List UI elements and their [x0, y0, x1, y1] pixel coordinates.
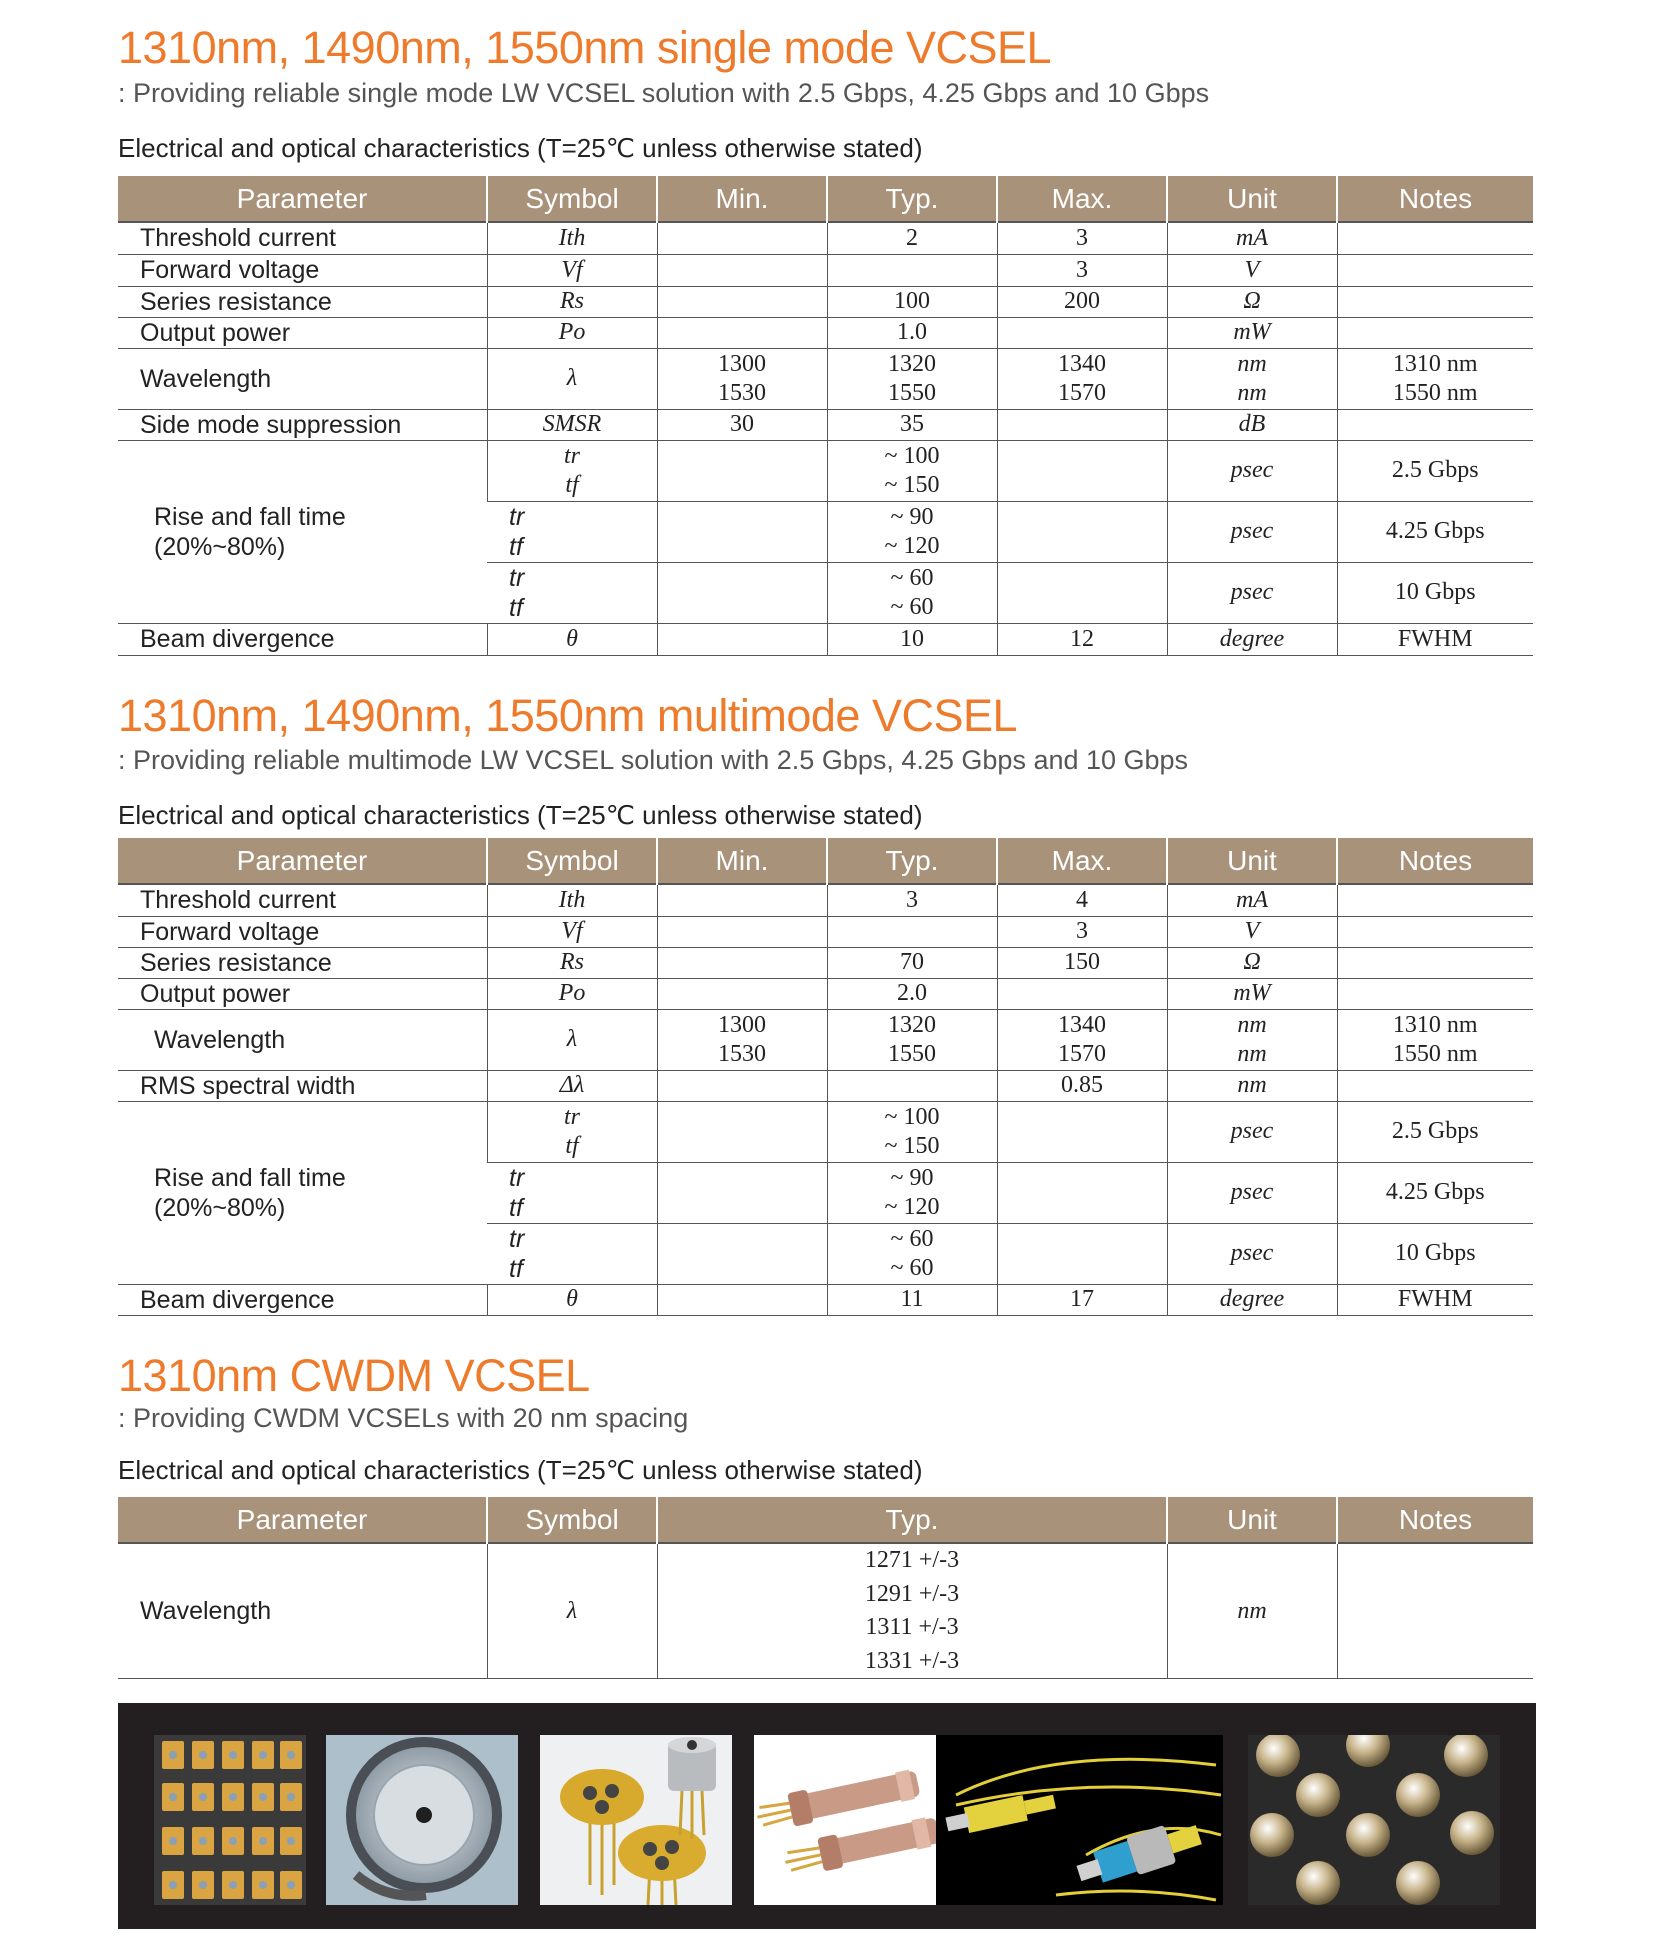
header-parameter: Parameter	[118, 838, 487, 884]
cell-typ	[827, 1223, 997, 1284]
cell-param: Wavelength	[118, 1009, 487, 1070]
cell-notes: FWHM	[1337, 623, 1533, 655]
table-header-row	[118, 1497, 1533, 1543]
cell-param: Wavelength	[118, 1543, 487, 1679]
cell-symbol	[487, 1101, 657, 1162]
value-a: 1320	[888, 1011, 936, 1038]
cell-unit: nm	[1167, 1543, 1337, 1679]
cell-min	[657, 884, 827, 916]
fiber-connectors-photo	[936, 1735, 1223, 1905]
symbol-fall: tf	[509, 1254, 523, 1283]
cell-min	[657, 440, 827, 501]
cell-notes	[1337, 947, 1533, 978]
value-a: nm	[1237, 1011, 1267, 1038]
cell-symbol: Po	[487, 978, 657, 1009]
header-max: Max.	[997, 838, 1167, 884]
cell-min	[657, 1101, 827, 1162]
value-fall: ~ 150	[884, 471, 940, 498]
param-line-1: Rise and fall time	[154, 502, 346, 531]
param-line-1: Rise and fall time	[154, 1163, 346, 1192]
table-header-row	[118, 838, 1533, 884]
cell-param: RMS spectral width	[118, 1070, 487, 1101]
cell-param: Forward voltage	[118, 916, 487, 947]
value-fall: ~ 120	[884, 532, 940, 559]
cell-notes	[1337, 254, 1533, 286]
cell-unit: degree	[1167, 1284, 1337, 1315]
cell-param: Output power	[118, 317, 487, 348]
symbol-fall: tf	[565, 471, 579, 498]
wavelength-value: 1331 +/-3	[864, 1647, 960, 1674]
cell-max: 4	[997, 884, 1167, 916]
table-row	[118, 286, 1533, 317]
header-typ: Typ.	[827, 838, 997, 884]
cell-symbol	[487, 1223, 657, 1284]
cell-notes	[1337, 1543, 1533, 1679]
value-b: 1550	[888, 379, 936, 406]
cell-unit: degree	[1167, 623, 1337, 655]
table-row	[118, 978, 1533, 1009]
cell-max	[997, 1162, 1167, 1223]
value-rise: ~ 60	[890, 1225, 934, 1252]
cell-unit: dB	[1167, 409, 1337, 440]
cell-symbol: Ith	[487, 884, 657, 916]
value-b: 1570	[1058, 379, 1106, 406]
single-mode-spec-table	[118, 176, 1533, 656]
cell-symbol: SMSR	[487, 409, 657, 440]
header-unit: Unit	[1167, 176, 1337, 222]
section3-title: 1310nm CWDM VCSEL	[118, 1350, 590, 1401]
value-b: 1550	[888, 1040, 936, 1067]
header-unit: Unit	[1167, 1497, 1337, 1543]
cell-symbol: λ	[487, 1543, 657, 1679]
cell-unit: mA	[1167, 884, 1337, 916]
cell-max	[997, 1009, 1167, 1070]
cell-max: 200	[997, 286, 1167, 317]
section2-subtitle: : Providing reliable multimode LW VCSEL solution with 2.5 Gbps, 4.25 Gbps and 10 Gbps	[118, 745, 1189, 775]
symbol-rise: tr	[563, 1103, 580, 1130]
table-row	[118, 348, 1533, 409]
cell-min	[657, 623, 827, 655]
cell-notes	[1337, 348, 1533, 409]
table-row	[118, 947, 1533, 978]
cell-unit: psec	[1167, 1101, 1337, 1162]
cell-typ	[827, 562, 997, 623]
product-photo-strip	[118, 1703, 1536, 1929]
value-a: 1300	[718, 350, 766, 377]
cell-min	[657, 562, 827, 623]
cell-min	[657, 317, 827, 348]
table-row	[118, 623, 1533, 655]
value-a: 1310 nm	[1392, 350, 1478, 377]
cell-max: 3	[997, 254, 1167, 286]
cell-notes	[1337, 1070, 1533, 1101]
wavelength-value: 1291 +/-3	[864, 1580, 960, 1607]
cell-unit: psec	[1167, 501, 1337, 562]
cell-symbol: Ith	[487, 222, 657, 254]
cell-param: Side mode suppression	[118, 409, 487, 440]
cell-max: 0.85	[997, 1070, 1167, 1101]
table-row	[118, 1070, 1533, 1101]
header-parameter: Parameter	[118, 1497, 487, 1543]
cell-typ	[827, 1101, 997, 1162]
value-b: nm	[1237, 379, 1267, 406]
section2-conditions: Electrical and optical characteristics (T=25℃ unless otherwise stated)	[118, 800, 923, 830]
table-row	[118, 1101, 1533, 1162]
vcsel-die-closeup-photo	[326, 1735, 518, 1905]
cell-unit: V	[1167, 254, 1337, 286]
cell-symbol: Rs	[487, 947, 657, 978]
header-min: Min.	[657, 838, 827, 884]
cell-param: Threshold current	[118, 222, 487, 254]
value-b: 1550 nm	[1392, 379, 1478, 406]
cell-max: 3	[997, 222, 1167, 254]
to-can-gold-graphic	[540, 1735, 732, 1905]
cell-symbol: Δλ	[487, 1070, 657, 1101]
cell-typ: 1.0	[827, 317, 997, 348]
cell-min	[657, 978, 827, 1009]
cell-symbol	[487, 1162, 657, 1223]
cell-min	[657, 1070, 827, 1101]
fiber-connectors-graphic	[936, 1735, 1223, 1905]
value-fall: ~ 60	[890, 1254, 934, 1281]
cell-typ: 11	[827, 1284, 997, 1315]
cell-symbol	[487, 440, 657, 501]
cell-min	[657, 286, 827, 317]
header-notes: Notes	[1337, 1497, 1533, 1543]
table-row	[118, 884, 1533, 916]
value-b: 1530	[718, 379, 766, 406]
cell-min	[657, 916, 827, 947]
table-row	[118, 1009, 1533, 1070]
vcsel-chip-array-photo	[154, 1735, 306, 1905]
cell-param: Series resistance	[118, 947, 487, 978]
cell-symbol: θ	[487, 623, 657, 655]
cell-max	[997, 501, 1167, 562]
cell-max	[997, 562, 1167, 623]
cell-typ	[827, 1162, 997, 1223]
symbol-rise: tr	[509, 502, 525, 531]
cell-unit: psec	[1167, 1162, 1337, 1223]
cell-notes: 4.25 Gbps	[1337, 501, 1533, 562]
cell-unit: psec	[1167, 1223, 1337, 1284]
cell-unit: psec	[1167, 562, 1337, 623]
param-line-2: (20%~80%)	[154, 1193, 286, 1222]
cell-typ: 2	[827, 222, 997, 254]
header-notes: Notes	[1337, 176, 1533, 222]
table-row	[118, 1543, 1533, 1679]
cell-unit: mW	[1167, 978, 1337, 1009]
header-symbol: Symbol	[487, 1497, 657, 1543]
cell-max: 17	[997, 1284, 1167, 1315]
cell-notes	[1337, 916, 1533, 947]
symbol-rise: tr	[509, 563, 525, 592]
cell-max	[997, 348, 1167, 409]
value-a: 1310 nm	[1392, 1011, 1478, 1038]
header-typ: Typ.	[827, 176, 997, 222]
cell-param: Wavelength	[118, 348, 487, 409]
cell-notes: FWHM	[1337, 1284, 1533, 1315]
symbol-rise: tr	[563, 442, 580, 469]
cell-max	[997, 440, 1167, 501]
symbol-fall: tf	[509, 593, 523, 622]
cell-symbol	[487, 501, 657, 562]
cell-typ: 70	[827, 947, 997, 978]
cell-notes	[1337, 409, 1533, 440]
to-can-gold-packages-photo	[540, 1735, 732, 1905]
wavelength-value: 1311 +/-3	[865, 1614, 959, 1641]
table-row	[118, 409, 1533, 440]
header-min: Min.	[657, 176, 827, 222]
cell-min	[657, 254, 827, 286]
cell-min	[657, 1009, 827, 1070]
value-a: 1340	[1058, 1011, 1106, 1038]
cell-param: Beam divergence	[118, 623, 487, 655]
wavelength-value: 1271 +/-3	[864, 1547, 960, 1573]
value-fall: ~ 150	[884, 1132, 940, 1159]
section1-title: 1310nm, 1490nm, 1550nm single mode VCSEL	[118, 22, 1052, 73]
cell-param: Series resistance	[118, 286, 487, 317]
cell-notes: 10 Gbps	[1337, 1223, 1533, 1284]
value-b: 1570	[1058, 1040, 1106, 1067]
cell-symbol: θ	[487, 1284, 657, 1315]
cell-unit: mW	[1167, 317, 1337, 348]
value-rise: ~ 90	[890, 1164, 934, 1191]
value-fall: ~ 60	[890, 593, 934, 620]
cell-unit	[1167, 348, 1337, 409]
header-symbol: Symbol	[487, 838, 657, 884]
table-row	[118, 916, 1533, 947]
symbol-fall: tf	[509, 532, 523, 561]
cell-symbol: Vf	[487, 916, 657, 947]
cell-typ: 2.0	[827, 978, 997, 1009]
value-b: nm	[1237, 1040, 1267, 1067]
value-b: 1550 nm	[1392, 1040, 1478, 1067]
cell-notes: 2.5 Gbps	[1337, 440, 1533, 501]
cell-param: Threshold current	[118, 884, 487, 916]
param-line-2: (20%~80%)	[154, 532, 286, 561]
section3-conditions: Electrical and optical characteristics (T=25℃ unless otherwise stated)	[118, 1455, 923, 1485]
cell-unit: V	[1167, 916, 1337, 947]
value-rise: ~ 100	[884, 442, 940, 469]
cell-symbol: λ	[487, 348, 657, 409]
chip-array-graphic	[154, 1735, 306, 1905]
cell-unit: Ω	[1167, 286, 1337, 317]
cell-notes	[1337, 317, 1533, 348]
table-row	[118, 222, 1533, 254]
cell-min: 30	[657, 409, 827, 440]
cell-unit: nm	[1167, 1070, 1337, 1101]
cell-notes: 4.25 Gbps	[1337, 1162, 1533, 1223]
table-row	[118, 317, 1533, 348]
to-can-tray-graphic	[1248, 1735, 1500, 1905]
header-parameter: Parameter	[118, 176, 487, 222]
section1-conditions: Electrical and optical characteristics (T=25℃ unless otherwise stated)	[118, 133, 923, 163]
cell-max: 12	[997, 623, 1167, 655]
cell-min	[657, 222, 827, 254]
cell-typ	[827, 501, 997, 562]
cell-param: Beam divergence	[118, 1284, 487, 1315]
cell-notes	[1337, 222, 1533, 254]
cell-typ	[827, 916, 997, 947]
section2-title: 1310nm, 1490nm, 1550nm multimode VCSEL	[118, 690, 1018, 741]
cell-notes	[1337, 286, 1533, 317]
value-rise: ~ 60	[890, 564, 934, 591]
cell-min	[657, 1284, 827, 1315]
cell-notes: 10 Gbps	[1337, 562, 1533, 623]
cell-min	[657, 1223, 827, 1284]
table-row	[118, 440, 1533, 501]
cwdm-spec-table	[118, 1497, 1533, 1679]
cell-typ: 35	[827, 409, 997, 440]
pigtail-receptacle-modules-photo	[754, 1735, 946, 1905]
cell-typ	[827, 1009, 997, 1070]
to-can-tray-photo	[1248, 1735, 1500, 1905]
cell-typ: 3	[827, 884, 997, 916]
symbol-fall: tf	[509, 1193, 523, 1222]
cell-param: Output power	[118, 978, 487, 1009]
header-symbol: Symbol	[487, 176, 657, 222]
value-rise: ~ 90	[890, 503, 934, 530]
cell-unit: mA	[1167, 222, 1337, 254]
cell-typ: 100	[827, 286, 997, 317]
value-b: 1530	[718, 1040, 766, 1067]
value-fall: ~ 120	[884, 1193, 940, 1220]
value-a: 1340	[1058, 350, 1106, 377]
section1-subtitle: : Providing reliable single mode LW VCSEL solution with 2.5 Gbps, 4.25 Gbps and 10 Gbps	[118, 78, 1210, 108]
cell-symbol	[487, 562, 657, 623]
cell-unit: psec	[1167, 440, 1337, 501]
cell-typ	[827, 440, 997, 501]
cell-param	[118, 440, 487, 623]
cell-max	[997, 409, 1167, 440]
cell-unit	[1167, 1009, 1337, 1070]
cell-max	[997, 978, 1167, 1009]
cell-param	[118, 1101, 487, 1284]
table-row	[118, 1284, 1533, 1315]
header-max: Max.	[997, 176, 1167, 222]
cell-max	[997, 1223, 1167, 1284]
cell-typ	[827, 254, 997, 286]
cell-typ	[827, 348, 997, 409]
cell-max	[997, 317, 1167, 348]
cell-notes	[1337, 978, 1533, 1009]
cell-typ: 10	[827, 623, 997, 655]
cell-symbol: Vf	[487, 254, 657, 286]
receptacle-graphic	[754, 1735, 946, 1905]
value-a: 1300	[718, 1011, 766, 1038]
header-notes: Notes	[1337, 838, 1533, 884]
cell-notes	[1337, 884, 1533, 916]
table-row	[118, 254, 1533, 286]
value-a: nm	[1237, 350, 1267, 377]
header-unit: Unit	[1167, 838, 1337, 884]
header-typ: Typ.	[657, 1497, 1167, 1543]
cell-max: 150	[997, 947, 1167, 978]
table-header-row	[118, 176, 1533, 222]
value-a: 1320	[888, 350, 936, 377]
cell-param: Forward voltage	[118, 254, 487, 286]
symbol-rise: tr	[509, 1163, 525, 1192]
cell-min	[657, 947, 827, 978]
section3-subtitle: : Providing CWDM VCSELs with 20 nm spacing	[118, 1403, 689, 1433]
symbol-fall: tf	[565, 1132, 579, 1159]
symbol-rise: tr	[509, 1224, 525, 1253]
cell-typ	[657, 1543, 1167, 1679]
cell-notes	[1337, 1009, 1533, 1070]
value-rise: ~ 100	[884, 1103, 940, 1130]
cell-symbol: Po	[487, 317, 657, 348]
cell-notes: 2.5 Gbps	[1337, 1101, 1533, 1162]
cell-unit: Ω	[1167, 947, 1337, 978]
cell-symbol: Rs	[487, 286, 657, 317]
cell-min	[657, 501, 827, 562]
multimode-spec-table	[118, 838, 1533, 1316]
cell-typ	[827, 1070, 997, 1101]
cell-symbol: λ	[487, 1009, 657, 1070]
die-closeup-graphic	[326, 1735, 518, 1905]
cell-min	[657, 348, 827, 409]
cell-max: 3	[997, 916, 1167, 947]
cell-max	[997, 1101, 1167, 1162]
cell-min	[657, 1162, 827, 1223]
